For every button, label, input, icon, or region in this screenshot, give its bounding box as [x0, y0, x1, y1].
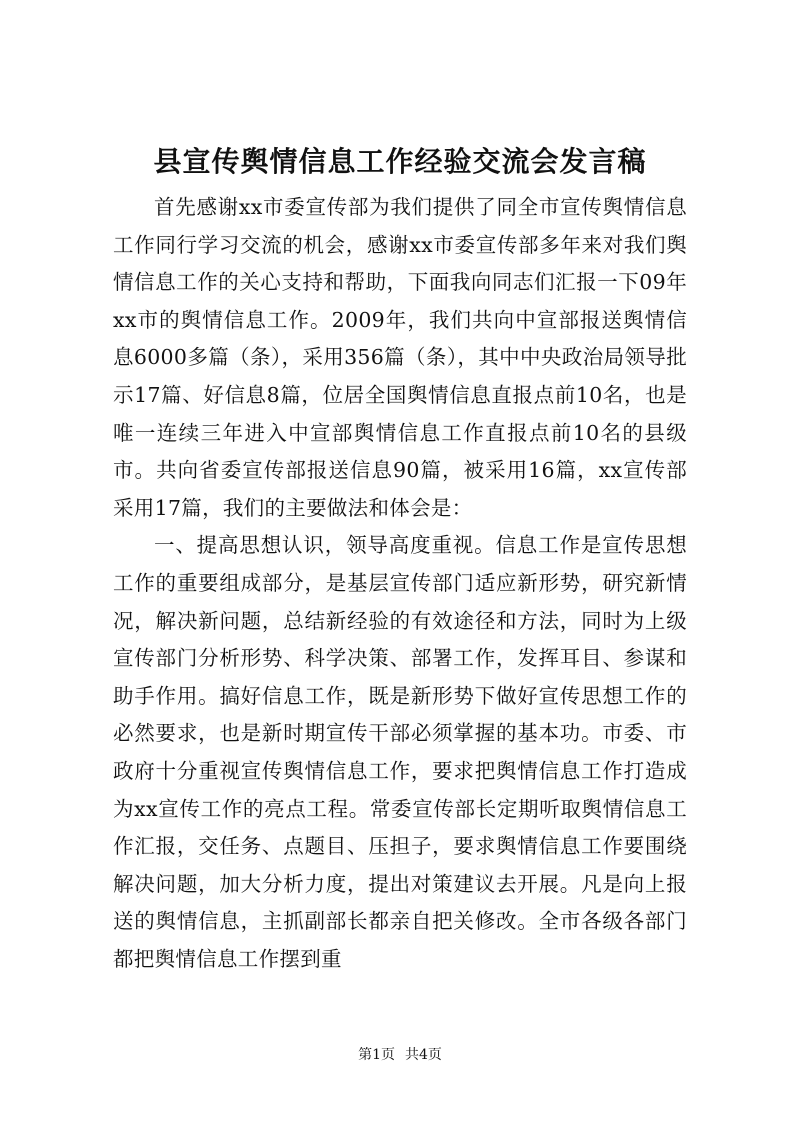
- document-body: [113, 189, 687, 978]
- paragraph-intro: 首先感谢xx市委宣传部为我们提供了同全市宣传舆情信息工作同行学习交流的机会，感谢xx市委宣传部多年来对我们舆情信息工作的关心支持和帮助，下面我向同志们汇报一下09年xx市的舆情信息工作。2009年，我们共向中宣部报送舆情信息6000多篇（条），采用356篇（条），其中中央政治局领导批示17篇、好信息8篇，位居全国舆情信息直报点前10名，也是唯一连续三年进入中宣部舆情信息工作直报点前10名的县级市。共向省委宣传部报送信息90篇，被采用16篇，xx宣传部采用17篇，我们的主要做法和体会是：: [113, 195, 687, 520]
- document-title: 县宣传舆情信息工作经验交流会发言稿: [153, 145, 647, 178]
- page-number: 第1页: [358, 1047, 395, 1063]
- page-total: 共4页: [405, 1047, 442, 1063]
- paragraph-section-one: 一、提高思想认识，领导高度重视。信息工作是宣传思想工作的重要组成部分，是基层宣传部门适应新形势，研究新情况，解决新问题，总结新经验的有效途径和方法，同时为上级宣传部门分析形势、科学决策、部署工作，发挥耳目、参谋和助手作用。搞好信息工作，既是新形势下做好宣传思想工作的必然要求，也是新时期宣传干部必须掌握的基本功。市委、市政府十分重视宣传舆情信息工作，要求把舆情信息工作打造成为xx宣传工作的亮点工程。常委宣传部长定期听取舆情信息工作汇报，交任务、点题目、压担子，要求舆情信息工作要围绕解决问题，加大分析力度，提出对策建议去开展。凡是向上报送的舆情信息，主抓副部长都亲自把关修改。全市各级各部门都把舆情信息工作摆到重: [113, 533, 687, 971]
- page-footer: [0, 1045, 800, 1065]
